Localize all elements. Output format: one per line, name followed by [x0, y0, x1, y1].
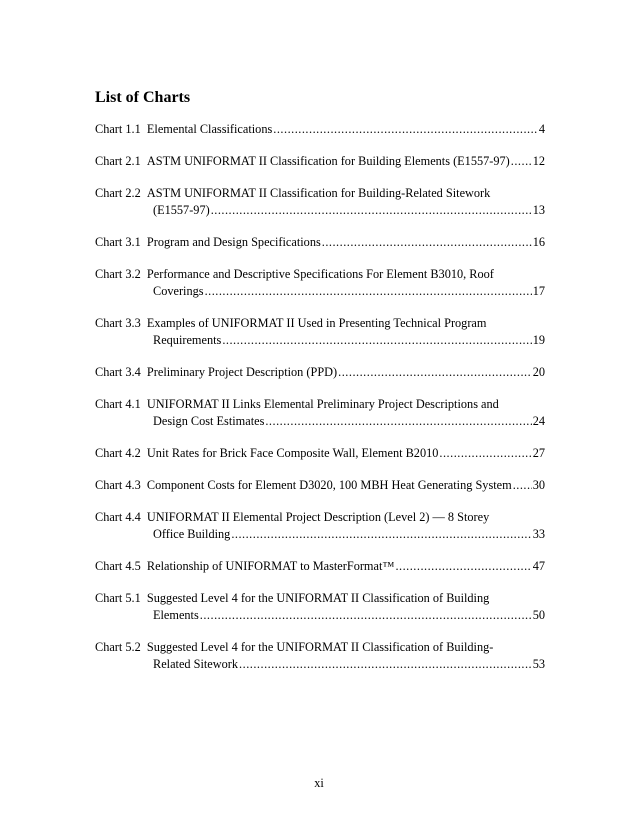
chart-title-text: Examples of UNIFORMAT II Used in Presenting Technical Program [146, 316, 487, 330]
chart-entry-line [95, 234, 545, 251]
chart-title-text: Relationship of UNIFORMAT to MasterFormat™ [146, 559, 395, 573]
chart-title-text: Performance and Descriptive Specifications For Element B3010, Roof [146, 267, 494, 281]
chart-list-entry[interactable] [95, 396, 545, 430]
chart-number: Chart 2.1 [95, 154, 141, 168]
chart-list-entry[interactable] [95, 590, 545, 624]
dot-leader [439, 445, 531, 462]
chart-title-text: Coverings [153, 284, 204, 298]
chart-number: Chart 3.2 [95, 267, 141, 281]
chart-entry-line [95, 332, 545, 349]
chart-title-text: Preliminary Project Description (PPD) [146, 365, 338, 379]
chart-page-number: 24 [532, 414, 545, 428]
chart-title-text: Design Cost Estimates [153, 414, 265, 428]
chart-page-number: 47 [532, 559, 545, 573]
chart-number: Chart 1.1 [95, 122, 141, 136]
chart-number: Chart 2.2 [95, 186, 141, 200]
chart-list-entry[interactable] [95, 639, 545, 673]
chart-list-entry[interactable] [95, 315, 545, 349]
dot-leader [322, 234, 532, 251]
chart-page-number: 16 [532, 235, 545, 249]
chart-title-text: Program and Design Specifications [146, 235, 321, 249]
chart-entry-line [95, 477, 545, 494]
chart-number: Chart 4.2 [95, 446, 141, 460]
chart-page-number: 19 [532, 333, 545, 347]
chart-title-text: UNIFORMAT II Elemental Project Description (Level 2) — 8 Storey [146, 510, 490, 524]
chart-page-number: 20 [532, 365, 545, 379]
chart-title-text: UNIFORMAT II Links Elemental Preliminary Project Descriptions and [146, 397, 499, 411]
chart-entry-line [95, 413, 545, 430]
chart-entry-line [95, 639, 545, 656]
chart-page-number: 4 [538, 122, 545, 136]
chart-entry-line [95, 121, 545, 138]
chart-page-number: 53 [532, 657, 545, 671]
chart-list-entry[interactable] [95, 234, 545, 251]
chart-entry-line [95, 558, 545, 575]
chart-page-number: 33 [532, 527, 545, 541]
dot-leader [211, 202, 532, 219]
dot-leader [265, 413, 531, 430]
chart-entry-line [95, 445, 545, 462]
chart-number: Chart 4.3 [95, 478, 141, 492]
dot-leader [511, 153, 532, 170]
chart-number: Chart 5.2 [95, 640, 141, 654]
chart-entry-line [95, 509, 545, 526]
chart-title-text: Requirements [153, 333, 222, 347]
chart-number: Chart 4.1 [95, 397, 141, 411]
chart-entry-line [95, 396, 545, 413]
dot-leader [205, 283, 532, 300]
chart-page-number: 27 [532, 446, 545, 460]
chart-page-number: 30 [532, 478, 545, 492]
chart-title-text: Office Building [153, 527, 231, 541]
chart-title-text: Suggested Level 4 for the UNIFORMAT II Classification of Building- [146, 640, 494, 654]
chart-number: Chart 4.5 [95, 559, 141, 573]
chart-entry-line [95, 526, 545, 543]
chart-page-number: 50 [532, 608, 545, 622]
chart-entry-line [95, 202, 545, 219]
page-title: List of Charts [95, 89, 191, 106]
chart-list-entry[interactable] [95, 153, 545, 170]
chart-list-entry[interactable] [95, 266, 545, 300]
chart-title-text: Elements [153, 608, 199, 622]
chart-title-text: Related Sitework [153, 657, 239, 671]
page-number: xi [314, 776, 324, 790]
chart-entry-line [95, 283, 545, 300]
chart-page-number: 12 [532, 154, 545, 168]
chart-title-text: Unit Rates for Brick Face Composite Wall, Element B2010 [146, 446, 439, 460]
chart-title-text: Suggested Level 4 for the UNIFORMAT II Classification of Building [146, 591, 490, 605]
chart-title-text: ASTM UNIFORMAT II Classification for Building Elements (E1557-97) [146, 154, 510, 168]
chart-list-entry[interactable] [95, 558, 545, 575]
chart-list-entry[interactable] [95, 445, 545, 462]
chart-list-entry[interactable] [95, 185, 545, 219]
chart-title-text: Component Costs for Element D3020, 100 MBH Heat Generating System [146, 478, 512, 492]
dot-leader [231, 526, 531, 543]
chart-number: Chart 3.3 [95, 316, 141, 330]
chart-list-entry[interactable] [95, 364, 545, 381]
chart-page-number: 13 [532, 203, 545, 217]
chart-entry-line [95, 266, 545, 283]
dot-leader [338, 364, 532, 381]
chart-entry-line [95, 656, 545, 673]
dot-leader [513, 477, 532, 494]
chart-entry-line [95, 590, 545, 607]
chart-title-text: Elemental Classifications [146, 122, 273, 136]
chart-number: Chart 3.1 [95, 235, 141, 249]
dot-leader [273, 121, 538, 138]
chart-entry-line [95, 315, 545, 332]
chart-list-entry[interactable] [95, 477, 545, 494]
dot-leader [395, 558, 531, 575]
chart-number: Chart 4.4 [95, 510, 141, 524]
chart-entry-line [95, 364, 545, 381]
chart-entry-line [95, 607, 545, 624]
chart-title-text: (E1557-97) [153, 203, 210, 217]
dot-leader [239, 656, 532, 673]
chart-entry-line [95, 153, 545, 170]
chart-list [95, 121, 545, 688]
chart-title-text: ASTM UNIFORMAT II Classification for Building-Related Sitework [146, 186, 491, 200]
chart-number: Chart 5.1 [95, 591, 141, 605]
dot-leader [222, 332, 531, 349]
chart-page-number: 17 [532, 284, 545, 298]
chart-entry-line [95, 185, 545, 202]
dot-leader [200, 607, 532, 624]
chart-number: Chart 3.4 [95, 365, 141, 379]
chart-list-entry[interactable] [95, 509, 545, 543]
chart-list-entry[interactable] [95, 121, 545, 138]
